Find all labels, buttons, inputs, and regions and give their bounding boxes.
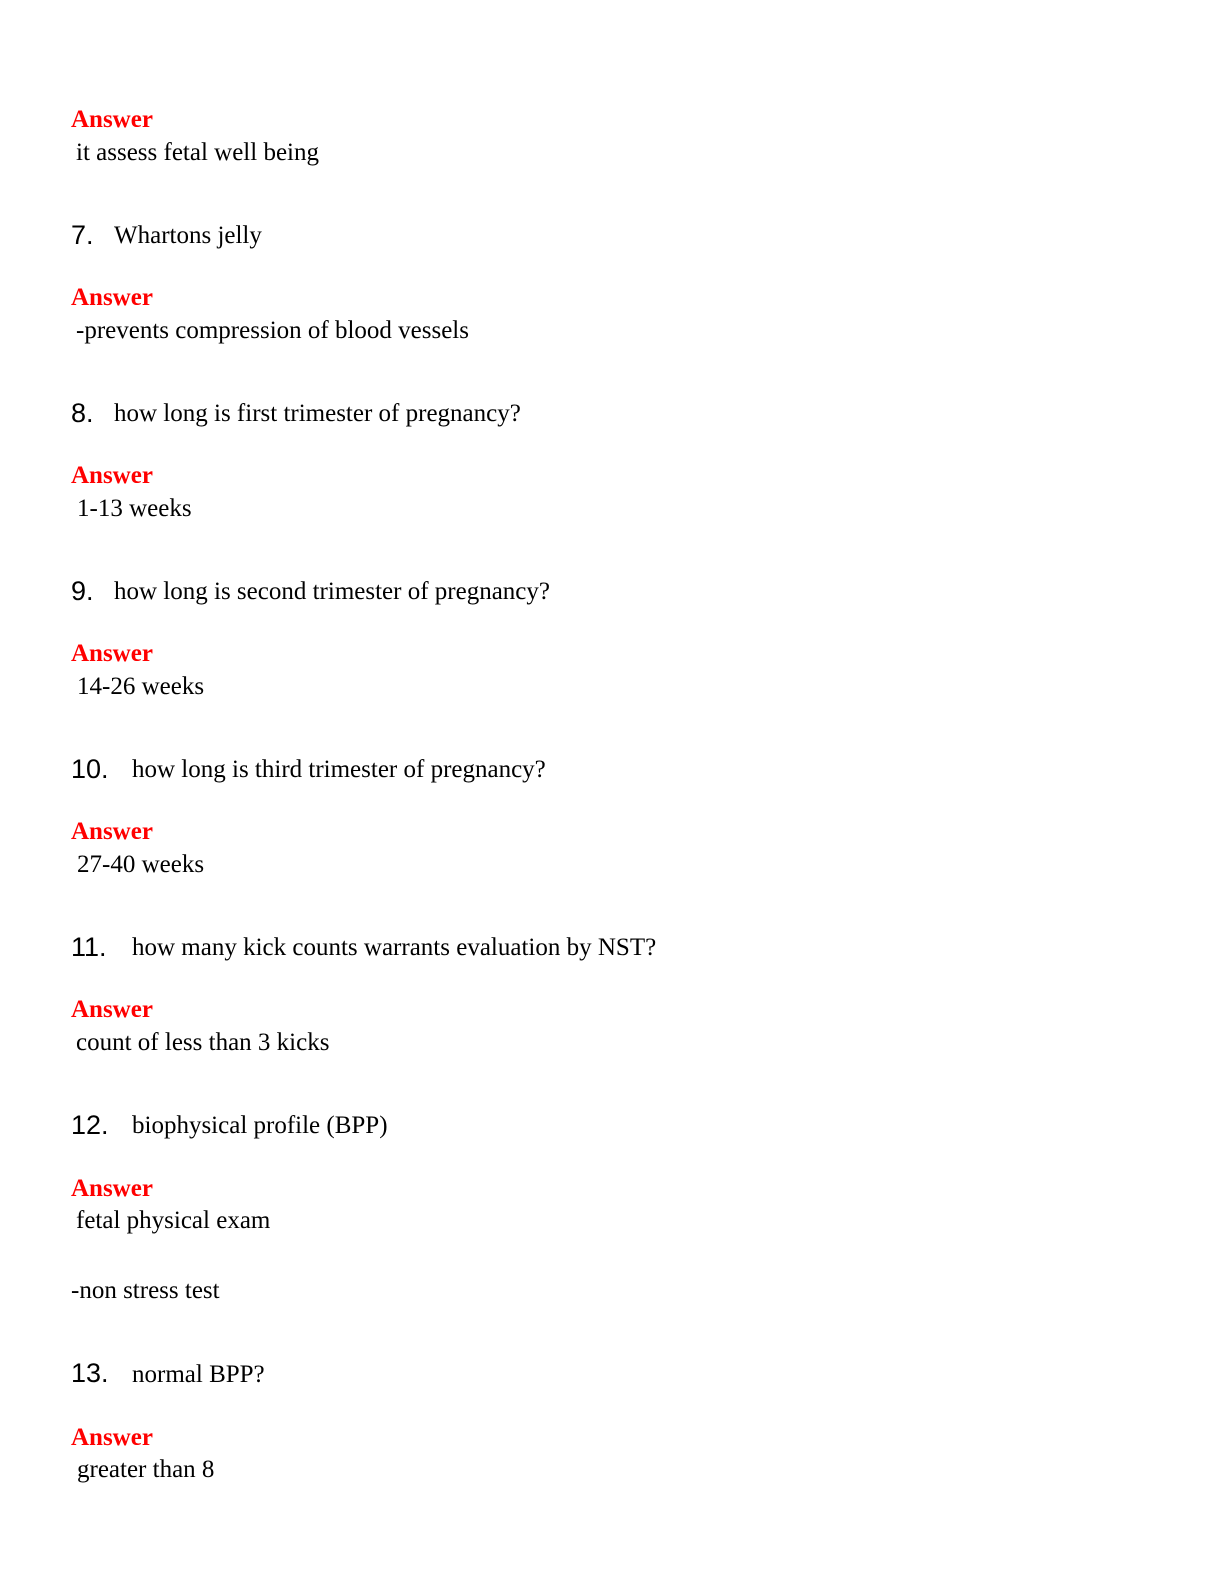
answer-text: count of less than 3 kicks bbox=[76, 1029, 330, 1056]
question-number: 12. bbox=[71, 1110, 109, 1140]
answer-label: Answer bbox=[71, 106, 153, 133]
answer-text: 1-13 weeks bbox=[77, 495, 192, 522]
question-number: 10. bbox=[71, 754, 109, 784]
question-number: 8. bbox=[71, 398, 94, 428]
answer-text: fetal physical exam bbox=[76, 1207, 271, 1234]
question-text: how long is first trimester of pregnancy? bbox=[114, 400, 521, 427]
question-number: 9. bbox=[71, 576, 94, 606]
question-text: Whartons jelly bbox=[114, 222, 262, 249]
answer-label: Answer bbox=[71, 1424, 153, 1451]
answer-text: -non stress test bbox=[71, 1277, 220, 1304]
answer-text: -prevents compression of blood vessels bbox=[76, 317, 469, 344]
answer-text: greater than 8 bbox=[77, 1456, 215, 1483]
answer-label: Answer bbox=[71, 284, 153, 311]
answer-text: 14-26 weeks bbox=[77, 673, 205, 700]
question-text: biophysical profile (BPP) bbox=[132, 1112, 388, 1139]
question-text: how long is third trimester of pregnancy? bbox=[132, 756, 546, 783]
answer-label: Answer bbox=[71, 462, 153, 489]
answer-label: Answer bbox=[71, 640, 153, 667]
answer-label: Answer bbox=[71, 996, 153, 1023]
question-text: normal BPP? bbox=[132, 1361, 265, 1388]
answer-label: Answer bbox=[71, 818, 153, 845]
question-number: 7. bbox=[71, 220, 94, 250]
answer-label: Answer bbox=[71, 1175, 153, 1202]
question-number: 11. bbox=[71, 932, 107, 962]
question-text: how many kick counts warrants evaluation by NST? bbox=[132, 934, 657, 961]
question-text: how long is second trimester of pregnancy? bbox=[114, 578, 550, 605]
answer-text: it assess fetal well being bbox=[76, 139, 319, 166]
question-number: 13. bbox=[71, 1358, 109, 1388]
answer-text: 27-40 weeks bbox=[77, 851, 205, 878]
